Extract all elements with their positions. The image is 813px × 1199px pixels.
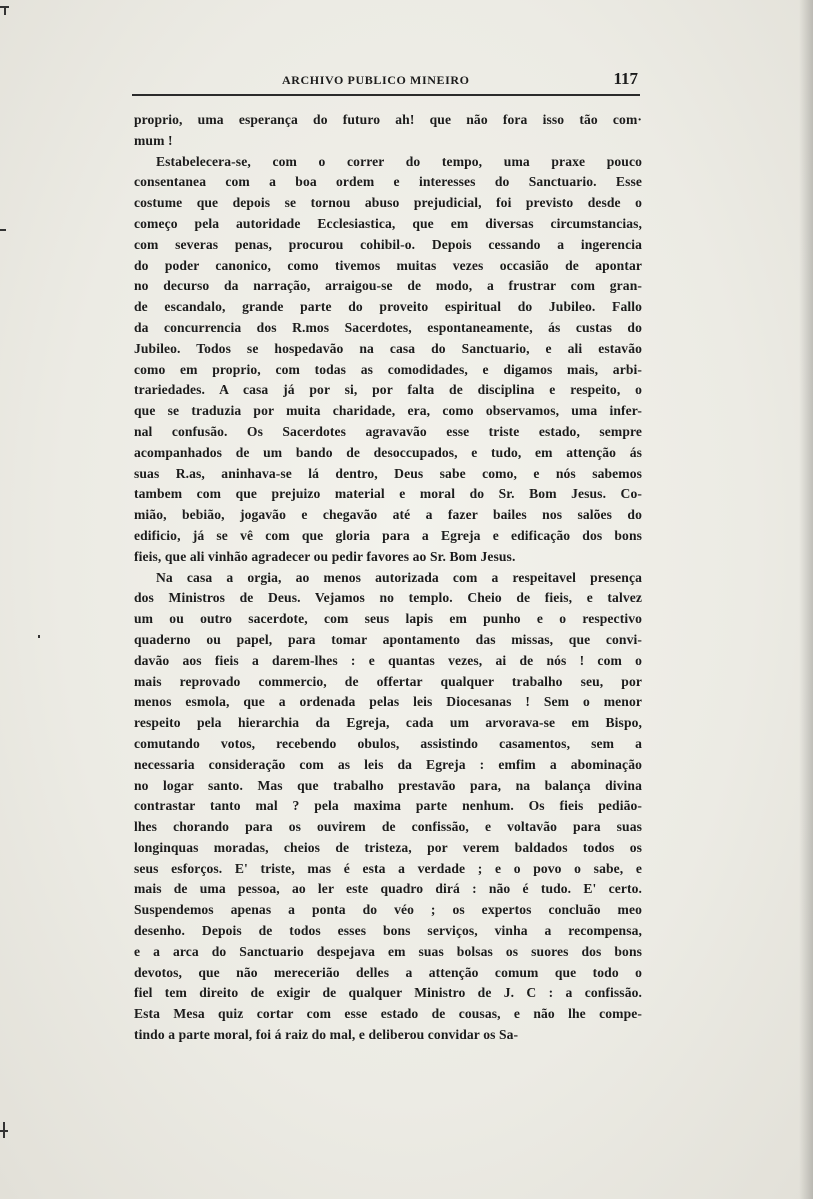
text-line: fieis, que ali vinhão agradecer ou pedir favores ao Sr. Bom Jesus. [134,548,516,564]
text-line: suas R.as, aninhava-se lá dentro, Deus sabe como, e nós sabemos [134,465,642,481]
page-edge-shadow [799,0,813,1199]
paragraph [134,568,642,1046]
paragraph [134,152,642,568]
text-line: fiel tem direito de exigir de qualquer Ministro de J. C : a confissão. [134,985,642,1001]
text-line: nal confusão. Os Sacerdotes agravavão esse triste estado, sempre [134,423,642,439]
text-line: necessaria consideração com as leis da Egreja : emfim a abominação [134,756,642,772]
margin-dot-left [38,635,40,638]
text-line: costume que depois se tornou abuso prejudicial, foi previsto desde o [134,195,642,211]
text-line: Estabelecera-se, com o correr do tempo, uma praxe pouco [156,153,642,169]
text-line: dos Ministros de Deus. Vejamos no templo. Cheio de fieis, e talvez [134,590,642,606]
text-line: começo pela autoridade Ecclesiastica, que em diversas circumstancias, [134,215,642,231]
text-line: Suspendemos apenas a ponta do véo ; os expertos concluão meo [134,902,642,918]
running-title: ARCHIVO PUBLICO MINEIRO [282,73,470,87]
text-line: quaderno ou papel, para tomar apontamento das missas, que convi- [134,631,642,647]
text-line: respeito pela hierarchia da Egreja, cada um arvorava-se em Bispo, [134,715,642,731]
text-line: tindo a parte moral, foi á raiz do mal, e deliberou convidar os Sa- [134,1027,519,1043]
text-line: acompanhados de um bando de desoccupados, e tudo, em attenção ás [134,444,642,460]
corner-mark-top-left-tick [4,6,6,15]
text-line: menos esmola, que a ordenada pelas leis Diocesanas ! Sem o menor [134,694,642,710]
text-line: mum ! [134,132,173,148]
text-line: com severas penas, procurou cohibil-o. Depois cessando a ingerencia [134,236,642,252]
text-line: da concurrencia dos R.mos Sacerdotes, espontaneamente, ás custas do [134,319,642,335]
text-line: Na casa a orgia, ao menos autorizada com a respeitavel presença [156,569,642,585]
text-line: no logar santo. Mas que trabalho prestavão para, na balança divina [134,777,642,793]
text-line: Esta Mesa quiz cortar com esse estado de cousas, e não lhe compe- [134,1006,642,1022]
margin-mark-left [0,229,6,231]
text-line: um ou outro sacerdote, com seus lapis em punho e o respectivo [134,611,642,627]
header-rule [132,94,640,96]
page-number: 117 [613,69,638,88]
text-line: mais reprovado commercio, de offertar qualquer trabalho seu, por [134,673,642,689]
text-line: mais de uma pessoa, ao ler este quadro dirá : não é tudo. E' certo. [134,881,642,897]
text-line: e a arca do Sanctuario despejava em suas bolsas os suores dos bons [134,943,642,959]
text-line: edificio, já se vê com que gloria para a Egreja e edificação dos bons [134,527,642,543]
page-body-text [134,110,642,1046]
text-line: de escandalo, grande parte do proveito espiritual do Jubileo. Fallo [134,299,642,315]
text-line: consentanea com a boa ordem e interesses do Sanctuario. Esse [134,174,642,190]
text-line: trariedades. A casa já por si, por falta de disciplina e respeito, o [134,382,642,398]
text-line: comutando votos, recebendo obulos, assistindo casamentos, sem a [134,735,642,751]
text-line: seus esforços. E' triste, mas é esta a verdade ; e o povo o sabe, e [134,860,642,876]
text-line: devotos, que não merecerião delles a attenção comum que todo o [134,964,642,980]
text-line: do poder canonico, como tivemos muitas vezes occasião de apontar [134,257,642,273]
text-line: no decurso da narração, arraigou-se de modo, a frustrar com gran- [134,278,642,294]
text-line: lhes chorando para os ouvirem de confissão, e voltavão para suas [134,819,642,835]
text-line: desenho. Depois de todos esses bons serviços, vinha a recompensa, [134,923,642,939]
text-line: davão aos fieis a darem-lhes : e quantas vezes, ai de nós ! com o [134,652,642,668]
running-header [132,70,640,92]
text-line: contrastar tanto mal ? pela maxima parte nenhum. Os fieis pedião- [134,798,642,814]
text-line: proprio, uma esperança do futuro ah! que não fora isso tão com· [134,112,642,127]
text-line: longinquas moradas, cheios de tristeza, por verem baldados todos os [134,839,642,855]
corner-mark-bottom-left-tick [3,1122,5,1138]
text-line: como em proprio, com todas as comodidades, e digamos mais, arbi- [134,361,642,377]
text-line: Jubileo. Todos se hospedavão na casa do Sanctuario, e ali estavão [134,340,642,356]
paragraph [134,110,642,152]
text-line: mião, bebião, jogavão e chegavão até a fazer bailes nos salões do [134,507,642,523]
text-line: tambem com que prejuizo material e moral do Sr. Bom Jesus. Co- [134,486,642,502]
text-line: que se traduzia por muita charidade, era, como observamos, uma infer- [134,403,642,419]
